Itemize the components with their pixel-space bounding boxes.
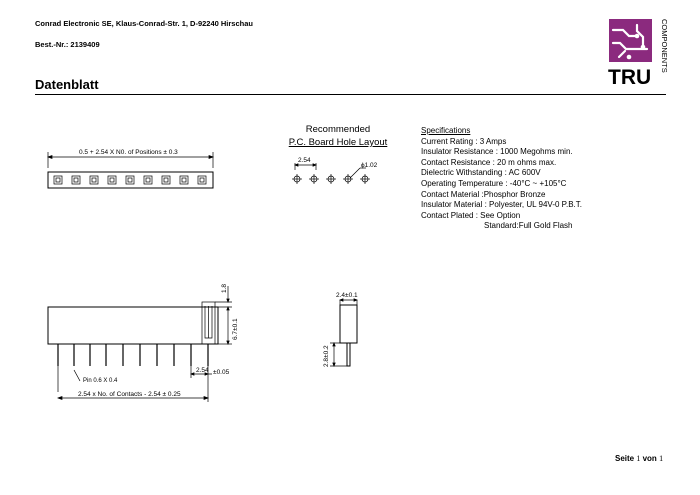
dim-pitch-label: 2.54 <box>196 367 209 374</box>
dim-top-label: 1.8 <box>221 283 228 293</box>
side-pins <box>58 344 208 366</box>
dim-bottom-label: 2.54 x No. of Contacts - 2.54 ± 0.25 <box>78 391 181 398</box>
page-number: 1 <box>636 454 641 463</box>
hole-layout <box>292 163 370 184</box>
top-view <box>48 152 213 188</box>
spec-option-line: Standard:Full Gold Flash <box>484 221 573 231</box>
hole-layout-title: P.C. Board Hole Layout <box>288 137 388 148</box>
page-title: Datenblatt <box>35 77 99 92</box>
spec-line: Contact Resistance : 20 m ohms max. <box>421 157 557 167</box>
order-number: Best.-Nr.: 2139409 <box>35 40 100 49</box>
header-end-body <box>340 305 357 343</box>
end-view <box>330 299 357 366</box>
spec-line: Insulator Material : Polyester, UL 94V-0 P.B.T. <box>421 200 582 210</box>
dim-height-label: 6.7±0.1 <box>232 318 239 340</box>
spec-line: Contact Material :Phosphor Bronze <box>421 189 546 199</box>
logo-subtext: COMPONENTS <box>660 19 669 73</box>
specifications-block <box>421 126 582 232</box>
header-side-body <box>48 307 218 344</box>
spec-line: Current Rating : 3 Amps <box>421 136 507 146</box>
spec-line: Contact Plated : See Option <box>421 210 521 220</box>
hole-pitch-label: 2.54 <box>298 157 311 164</box>
page-footer <box>615 454 663 463</box>
specifications-heading: Specifications <box>421 126 471 135</box>
hole-diameter-label: ϕ1.02 <box>361 162 378 169</box>
pin-size-label: Pin 0.6 X 0.4 <box>83 378 118 384</box>
end-pin <box>347 343 350 366</box>
page-total: 1 <box>659 454 664 463</box>
end-width-label: 2.4±0.1 <box>336 292 358 299</box>
side-view <box>48 283 232 402</box>
spec-line: Operating Temperature : -40°C ~ +105°C <box>421 178 567 188</box>
recommended-title: Recommended <box>305 124 371 135</box>
end-pin-label: 2.8±0.2 <box>323 345 330 367</box>
von-label: von <box>642 454 657 463</box>
hole-markers <box>292 174 370 184</box>
spec-line: Dielectric Withstanding : AC 600V <box>421 168 541 178</box>
dim-pitch-tolerance: ±0.05 <box>213 369 230 376</box>
company-address: Conrad Electronic SE, Klaus-Conrad-Str. 1, D-92240 Hirschau <box>35 19 253 28</box>
spec-line: Insulator Resistance : 1000 Megohms min. <box>421 147 573 157</box>
logo-text: TRU <box>608 66 652 89</box>
contact-row <box>54 176 206 184</box>
seite-label: Seite <box>615 454 635 463</box>
top-view-dimension: 0.5 + 2.54 X N0. of Positions ± 0.3 <box>79 149 178 156</box>
